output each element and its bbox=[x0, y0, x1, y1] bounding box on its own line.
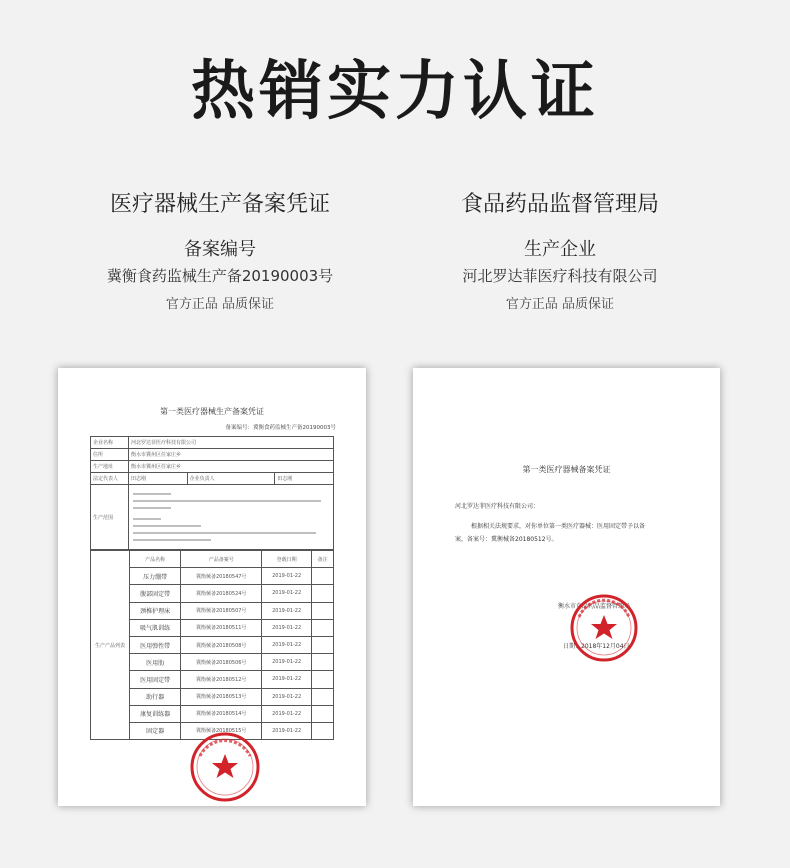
product-date: 2019-01-22 bbox=[262, 705, 312, 722]
left-heading: 医疗器械生产备案凭证 bbox=[109, 192, 330, 217]
product-date: 2019-01-22 bbox=[262, 568, 312, 585]
product-note bbox=[312, 688, 334, 705]
cert1-title: 第一类医疗器械生产备案凭证 bbox=[160, 407, 264, 416]
scope-label: 生产范围 bbox=[91, 485, 129, 550]
product-note bbox=[312, 602, 334, 619]
left-sub-label: 备案编号 bbox=[184, 239, 256, 260]
product-name: 医用弹性带 bbox=[130, 636, 181, 653]
cert2-date: 日期：2018年12月04日 bbox=[563, 643, 630, 650]
product-date: 2019-01-22 bbox=[262, 636, 312, 653]
product-code: 冀衡械备20180507号 bbox=[181, 602, 262, 619]
product-name: 固定器 bbox=[130, 722, 181, 739]
product-date: 2019-01-22 bbox=[262, 585, 312, 602]
row-label: 企业名称 bbox=[91, 437, 129, 449]
product-date: 2019-01-22 bbox=[262, 671, 312, 688]
product-code: 冀衡械备20180514号 bbox=[181, 705, 262, 722]
scope-text-lines bbox=[131, 488, 331, 544]
left-sub-value: 冀衡食药监械生产备20190003号 bbox=[106, 267, 334, 285]
right-sub-label: 生产企业 bbox=[524, 239, 596, 260]
cert2-addressee: 河北罗达菲医疗科技有限公司： bbox=[455, 503, 540, 510]
product-code: 冀衡械备20180512号 bbox=[181, 671, 262, 688]
header-note: 备注 bbox=[312, 551, 334, 568]
cert2-title: 第一类医疗器械备案凭证 bbox=[522, 465, 611, 474]
product-note bbox=[312, 722, 334, 739]
product-date: 2019-01-22 bbox=[262, 688, 312, 705]
product-code: 冀衡械备20180506号 bbox=[181, 654, 262, 671]
product-name: 医用固定带 bbox=[130, 671, 181, 688]
row-value: 田志刚 bbox=[129, 473, 188, 485]
row-label: 生产地址 bbox=[91, 461, 129, 473]
product-note bbox=[312, 671, 334, 688]
product-code: 冀衡械备20180547号 bbox=[181, 568, 262, 585]
cert1-number: 备案编号：冀衡食药监械生产备20190003号 bbox=[225, 425, 336, 431]
row-value: 河北罗达菲医疗科技有限公司 bbox=[129, 437, 334, 449]
product-name: 腹部固定带 bbox=[130, 585, 181, 602]
product-code: 冀衡械备20180515号 bbox=[181, 722, 262, 739]
cert2-body-line2: 案，备案号：冀衡械备20180512号。 bbox=[455, 536, 558, 543]
row-value: 田志刚 bbox=[275, 473, 334, 485]
product-list-table bbox=[90, 550, 334, 740]
production-record-certificate bbox=[58, 368, 366, 806]
header-code: 产品备案号 bbox=[181, 551, 262, 568]
product-note bbox=[312, 585, 334, 602]
cert1-info-table bbox=[90, 436, 334, 550]
product-code: 冀衡械备20180508号 bbox=[181, 636, 262, 653]
product-record-certificate bbox=[413, 368, 720, 806]
product-name: 医用肋 bbox=[130, 654, 181, 671]
product-name: 助行器 bbox=[130, 688, 181, 705]
row-value: 衡水市冀州区任家庄乡 bbox=[129, 449, 334, 461]
product-name: 压力绷带 bbox=[130, 568, 181, 585]
product-note bbox=[312, 654, 334, 671]
product-note bbox=[312, 568, 334, 585]
header-date: 登载日期 bbox=[262, 551, 312, 568]
product-date: 2019-01-22 bbox=[262, 722, 312, 739]
cert2-issuer: 衡水市食品药品监督管理局 bbox=[558, 603, 631, 610]
left-caption bbox=[40, 188, 400, 316]
product-name: 吸气肌训练 bbox=[130, 619, 181, 636]
right-tag: 官方正品 品质保证 bbox=[505, 297, 615, 312]
scope-text bbox=[129, 485, 334, 550]
right-heading: 食品药品监督管理局 bbox=[460, 192, 659, 217]
right-sub-value: 河北罗达菲医疗科技有限公司 bbox=[462, 267, 658, 285]
official-seal bbox=[568, 592, 640, 664]
product-name: 康复训练器 bbox=[130, 705, 181, 722]
product-note bbox=[312, 636, 334, 653]
row-label: 法定代表人 bbox=[91, 473, 129, 485]
product-date: 2019-01-22 bbox=[262, 619, 312, 636]
product-date: 2019-01-22 bbox=[262, 602, 312, 619]
row-label: 企业负责人 bbox=[187, 473, 275, 485]
right-caption bbox=[380, 188, 740, 316]
row-label: 住所 bbox=[91, 449, 129, 461]
product-code: 冀衡械备20180513号 bbox=[181, 688, 262, 705]
cert2-body-line1: 根据相关法规要求，对你单位第一类医疗器械：医用固定带予以备 bbox=[471, 523, 646, 530]
product-code: 冀衡械备20180511号 bbox=[181, 619, 262, 636]
row-value: 衡水市冀州区任家庄乡 bbox=[129, 461, 334, 473]
product-date: 2019-01-22 bbox=[262, 654, 312, 671]
products-label: 生产产品列表 bbox=[91, 551, 130, 740]
official-seal bbox=[188, 730, 262, 804]
header-name: 产品名称 bbox=[130, 551, 181, 568]
product-name: 颈椎护理床 bbox=[130, 602, 181, 619]
product-note bbox=[312, 705, 334, 722]
page-title: 热销实力认证 bbox=[191, 55, 599, 129]
left-tag: 官方正品 品质保证 bbox=[165, 297, 275, 312]
product-code: 冀衡械备20180524号 bbox=[181, 585, 262, 602]
product-note bbox=[312, 619, 334, 636]
